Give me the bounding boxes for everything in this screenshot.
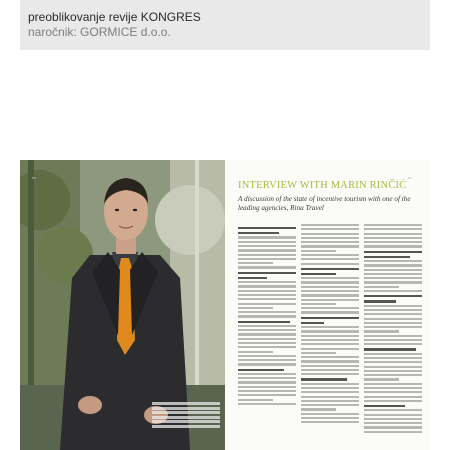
body-text-line	[301, 404, 359, 406]
text-column-3	[364, 224, 422, 435]
body-text-line	[364, 281, 422, 283]
body-text-line	[238, 390, 296, 392]
question-text-line	[301, 378, 347, 380]
portfolio-header	[20, 0, 430, 50]
question-text-line	[364, 405, 405, 407]
body-text-line	[301, 228, 359, 230]
question-text-line	[238, 232, 279, 234]
body-text-line	[364, 237, 422, 239]
body-text-line	[364, 426, 422, 428]
body-text-line	[238, 236, 296, 238]
body-text-line	[301, 365, 359, 367]
text-column-1	[238, 224, 296, 407]
page-tag-right: ▪▪▪	[408, 176, 412, 180]
question-text-line	[301, 273, 336, 275]
question-text-line	[238, 277, 267, 279]
question-text-line	[238, 321, 290, 323]
body-text-line	[301, 281, 359, 283]
body-text-line	[238, 381, 296, 383]
body-text-line	[301, 343, 359, 345]
body-text-line	[364, 245, 422, 247]
portrait-photo	[20, 160, 225, 450]
body-text-line	[301, 400, 359, 402]
photo-caption	[152, 402, 220, 430]
body-text-line	[301, 396, 359, 398]
article-title: INTERVIEW WITH MARIN RINČIĆ	[238, 180, 407, 191]
body-text-line	[364, 228, 422, 230]
body-text-line	[238, 254, 296, 256]
body-text-line	[238, 329, 296, 331]
body-text-line	[301, 237, 359, 239]
body-text-line	[301, 311, 359, 313]
body-text-line	[301, 369, 359, 371]
body-text-line	[364, 422, 422, 424]
body-text-line	[364, 286, 399, 288]
body-text-line	[301, 413, 359, 415]
article-subtitle: A discussion of the state of incentive tourism with one of the leading agencies, Rina Travel	[238, 195, 411, 212]
question-text-line	[301, 322, 324, 324]
page-tag-left: ▪▪▪	[32, 176, 36, 180]
body-text-line	[301, 387, 359, 389]
body-text-line	[238, 249, 296, 251]
body-text-line	[364, 353, 422, 355]
body-text-line	[238, 311, 296, 313]
body-text-line	[301, 421, 359, 423]
body-text-line	[301, 294, 359, 296]
question-text-line	[238, 227, 296, 229]
body-text-line	[364, 269, 422, 271]
client-name: naročnik: GORMICE d.o.o.	[28, 25, 171, 39]
body-text-line	[238, 294, 296, 296]
body-text-line	[238, 266, 296, 268]
body-text-line	[301, 373, 359, 375]
magazine-spread-image	[20, 160, 430, 450]
body-text-line	[301, 391, 359, 393]
body-text-line	[301, 224, 359, 226]
body-text-line	[301, 245, 359, 247]
body-text-line	[238, 285, 296, 287]
body-text-line	[364, 335, 422, 337]
body-text-line	[301, 254, 359, 256]
body-text-line	[238, 262, 273, 264]
body-text-line	[301, 330, 359, 332]
text-column-2	[301, 224, 359, 425]
body-text-line	[238, 338, 296, 340]
article-page	[225, 160, 430, 450]
body-text-line	[301, 326, 359, 328]
body-text-line	[364, 361, 422, 363]
body-text-line	[238, 359, 296, 361]
body-text-line	[238, 346, 296, 348]
body-text-line	[238, 403, 296, 405]
body-text-line	[301, 356, 359, 358]
body-text-line	[238, 377, 296, 379]
body-text-line	[238, 394, 296, 396]
body-text-line	[364, 378, 399, 380]
body-text-line	[364, 414, 422, 416]
body-text-line	[364, 343, 422, 345]
body-text-line	[238, 399, 273, 401]
body-text-line	[238, 303, 296, 305]
body-text-line	[364, 290, 422, 292]
body-text-line	[364, 383, 422, 385]
body-text-line	[238, 351, 273, 353]
body-text-line	[238, 307, 273, 309]
project-title: preoblikovanje revije KONGRES	[28, 10, 201, 24]
body-text-line	[364, 318, 422, 320]
body-text-line	[364, 264, 422, 266]
body-text-line	[364, 357, 422, 359]
body-text-line	[364, 273, 422, 275]
body-text-line	[301, 307, 359, 309]
body-text-line	[301, 360, 359, 362]
body-text-line	[238, 355, 296, 357]
body-text-line	[364, 387, 422, 389]
body-text-line	[301, 417, 359, 419]
body-text-line	[364, 322, 422, 324]
body-text-line	[364, 309, 422, 311]
body-text-line	[301, 241, 359, 243]
body-text-line	[301, 348, 359, 350]
body-text-line	[364, 241, 422, 243]
question-text-line	[301, 317, 359, 319]
body-text-line	[364, 409, 422, 411]
body-text-line	[301, 299, 359, 301]
question-text-line	[238, 369, 284, 371]
body-text-line	[238, 386, 296, 388]
body-text-line	[238, 325, 296, 327]
body-text-line	[238, 290, 296, 292]
body-text-line	[364, 330, 399, 332]
body-text-line	[301, 277, 359, 279]
body-text-line	[364, 326, 422, 328]
body-text-line	[301, 303, 336, 305]
body-text-line	[238, 241, 296, 243]
body-text-line	[301, 335, 359, 337]
body-text-line	[238, 342, 296, 344]
question-text-line	[238, 272, 296, 274]
body-text-line	[238, 363, 296, 365]
body-text-line	[364, 391, 422, 393]
body-text-line	[238, 258, 296, 260]
body-text-line	[301, 263, 359, 265]
body-text-line	[364, 370, 422, 372]
body-text-line	[364, 224, 422, 226]
body-text-line	[301, 339, 359, 341]
question-text-line	[364, 256, 410, 258]
body-text-line	[301, 408, 336, 410]
body-text-line	[238, 298, 296, 300]
body-text-line	[238, 333, 296, 335]
body-text-line	[364, 374, 422, 376]
body-text-line	[364, 277, 422, 279]
body-text-line	[364, 305, 422, 307]
question-text-line	[364, 348, 416, 350]
body-text-line	[364, 418, 422, 420]
question-text-line	[364, 295, 422, 297]
body-text-line	[364, 260, 422, 262]
body-text-line	[238, 315, 296, 317]
body-text-line	[238, 245, 296, 247]
body-text-line	[238, 281, 296, 283]
question-text-line	[364, 300, 396, 302]
question-text-line	[364, 251, 422, 253]
question-text-line	[301, 268, 359, 270]
body-text-line	[301, 383, 359, 385]
body-text-line	[301, 258, 359, 260]
body-text-line	[364, 233, 422, 235]
body-text-line	[364, 366, 422, 368]
body-text-line	[301, 290, 359, 292]
body-text-line	[364, 339, 422, 341]
body-text-line	[364, 396, 422, 398]
body-text-line	[301, 352, 336, 354]
body-text-line	[301, 286, 359, 288]
body-text-line	[301, 250, 336, 252]
body-text-line	[364, 400, 422, 402]
body-text-line	[364, 431, 422, 433]
body-text-line	[238, 373, 296, 375]
body-text-line	[364, 313, 422, 315]
body-text-line	[301, 233, 359, 235]
